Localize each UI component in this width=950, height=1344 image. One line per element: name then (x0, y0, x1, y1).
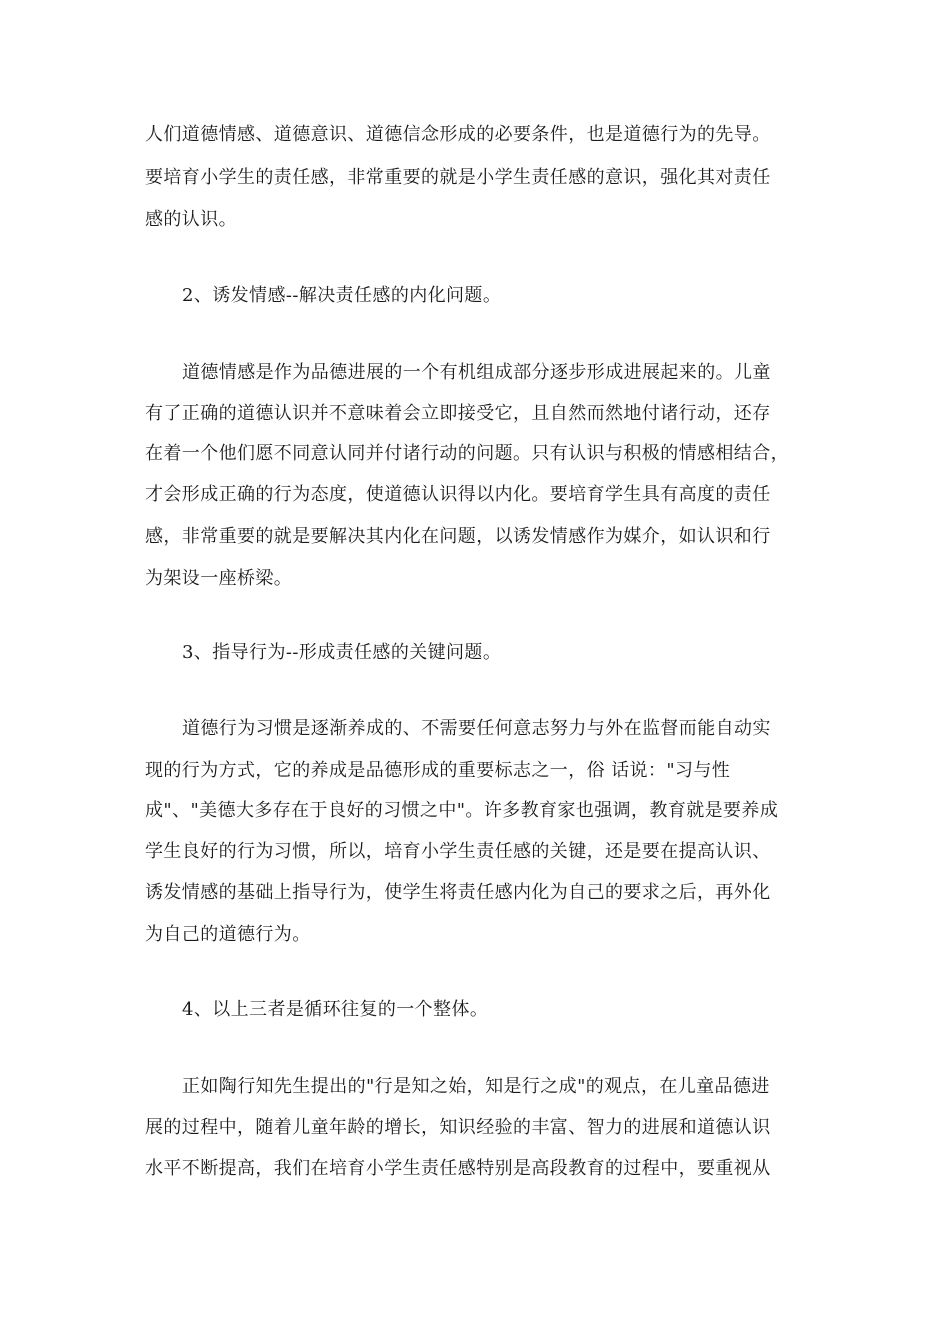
text-line: 为架设一座桥梁。 (145, 568, 293, 589)
text-line: 有了正确的道德认识并不意味着会立即接受它，且自然而然地付诸行动，还存 (145, 403, 771, 424)
text-line: 为自己的道德行为。 (145, 924, 311, 945)
text-line: 现的行为方式，它的养成是品德形成的重要标志之一，俗 话说："习与性 (145, 760, 731, 781)
text-line: 感，非常重要的就是要解决其内化在问题，以诱发情感作为媒介，如认识和行 (145, 526, 771, 547)
text-line: 才会形成正确的行为态度，使道德认识得以内化。要培育学生具有高度的责任 (145, 484, 771, 505)
text-line: 在着一个他们愿不同意认同并付诸行动的问题。只有认识与积极的情感相结合， (145, 443, 789, 464)
text-line: 感的认识。 (145, 209, 237, 230)
text-line: 展的过程中，随着儿童年龄的增长，知识经验的丰富、智力的进展和道德认识 (145, 1117, 771, 1138)
text-line: 诱发情感的基础上指导行为，使学生将责任感内化为自己的要求之后，再外化 (145, 882, 771, 903)
section-heading: 4、以上三者是循环往复的一个整体。 (182, 999, 489, 1020)
text-line: 人们道德情感、道德意识、道德信念形成的必要条件，也是道德行为的先导。 (145, 124, 771, 145)
text-line: 学生良好的行为习惯，所以，培育小学生责任感的关键，还是要在提高认识、 (145, 841, 771, 862)
text-line: 道德情感是作为品德进展的一个有机组成部分逐步形成进展起来的。儿童 (182, 362, 771, 383)
text-line: 正如陶行知先生提出的"行是知之始，知是行之成"的观点，在儿童品德进 (182, 1076, 770, 1097)
section-heading: 2、诱发情感--解决责任感的内化问题。 (182, 285, 502, 306)
text-line: 水平不断提高，我们在培育小学生责任感特别是高段教育的过程中，要重视从 (145, 1158, 771, 1179)
text-line: 道德行为习惯是逐渐养成的、不需要任何意志努力与外在监督而能自动实 (182, 718, 771, 739)
section-heading: 3、指导行为--形成责任感的关键问题。 (182, 642, 502, 663)
text-line: 成"、"美德大多存在于良好的习惯之中"。许多教育家也强调，教育就是要养成 (145, 800, 779, 821)
text-line: 要培育小学生的责任感，非常重要的就是小学生责任感的意识，强化其对责任 (145, 167, 771, 188)
